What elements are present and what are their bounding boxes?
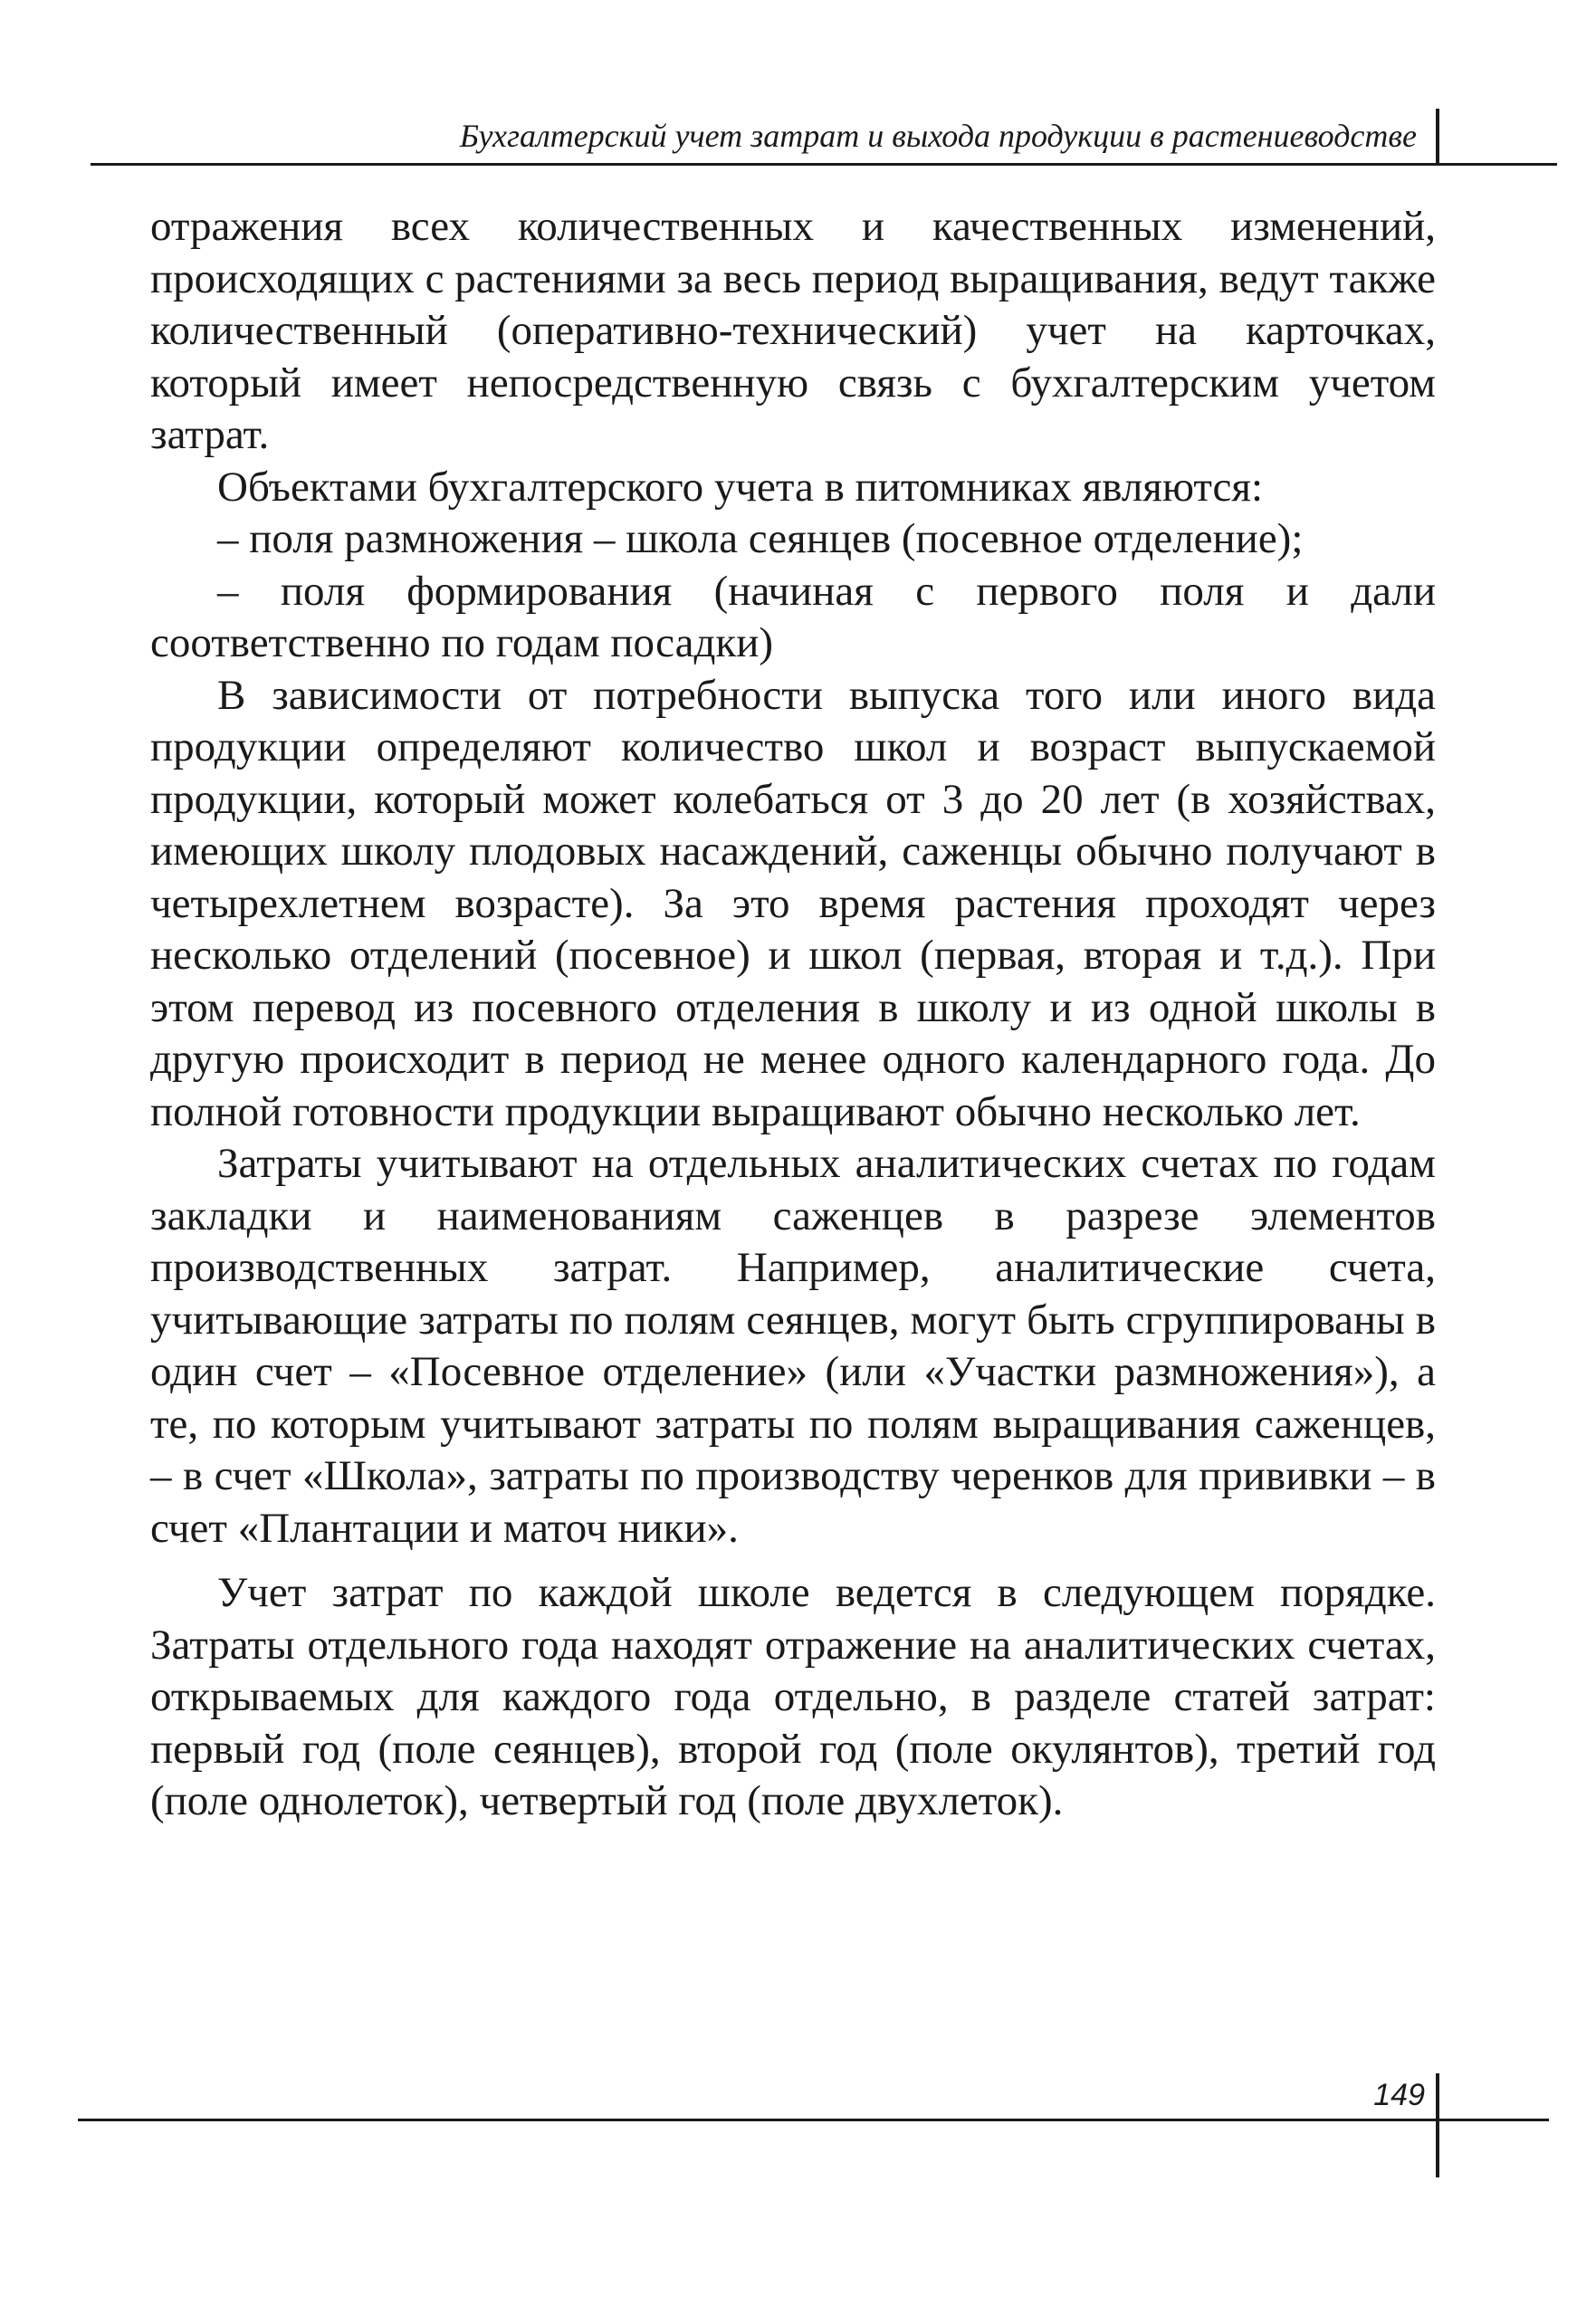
page-number: 149 <box>1373 2078 1425 2112</box>
paragraph-production-needs: В зависимости от потребности выпуска того или иного вида продукции определяют количество школ и возраст выпускаемой продукции, который может колебаться от 3 до 20 лет (в хозяйствах, имеющих школу плодовых насаждений, саженцы обычно получают в четырехлетнем возрасте). За это время растения проходят через несколько отделений (посевное) и школ (первая, вторая и т.д.). При этом перевод из посевного отделения в школу и из одной школы в другую происходит в период не менее одного календарного года. До полной готовности продукции выращивают обычно несколько лет. <box>150 671 1436 1135</box>
paragraph-continuation: отражения всех количественных и качественных изменений, происходящих с растениями за весь период выращивания, ведут также количественный (оперативно-технический) учет на карточках, который имеет непосредственную связь с бухгалтерским учетом затрат. <box>150 203 1436 458</box>
running-header: Бухгалтерский учет затрат и выхода продукции в растениеводстве <box>459 118 1417 154</box>
footer-rule <box>78 2119 1549 2121</box>
page-body <box>150 201 1436 1828</box>
list-item-propagation-fields: – поля размножения – школа сеянцев (посевное отделение); <box>217 515 1304 562</box>
list-item-formation-fields: – поля формирования (начиная с первого поля и дали соответственно по годам посадки) <box>150 567 1436 666</box>
paragraph-objects-intro: Объектами бухгалтерского учета в питомниках являются: <box>217 463 1264 511</box>
paragraph-cost-accounting: Затраты учитывают на отдельных аналитических счетах по годам закладки и наименованиям саженцев в разрезе элементов производственных затрат. Например, аналитические счета, учитывающие затраты по полям сеянцев, могут быть сгруппированы в один счет – «Посевное отделение» (или «Участки размножения»), а те, по которым учитывают затраты по полям выращивания саженцев, – в счет «Школа», затраты по производству черенков для прививки – в счет «Плантации и маточ ники». <box>150 1140 1436 1552</box>
header-rule <box>91 163 1557 166</box>
header-divider-tick <box>1436 109 1439 166</box>
paragraph-school-procedure: Учет затрат по каждой школе ведется в следующем порядке. Затраты отдельного года находят отражение на аналитических счетах, открываемых для каждого года отдельно, в разделе статей затрат: первый год (поле сеянцев), второй год (поле окулянтов), третий год (поле однолеток), четвертый год (поле двухлеток). <box>150 1569 1436 1824</box>
footer-divider-tick <box>1436 2073 1439 2177</box>
